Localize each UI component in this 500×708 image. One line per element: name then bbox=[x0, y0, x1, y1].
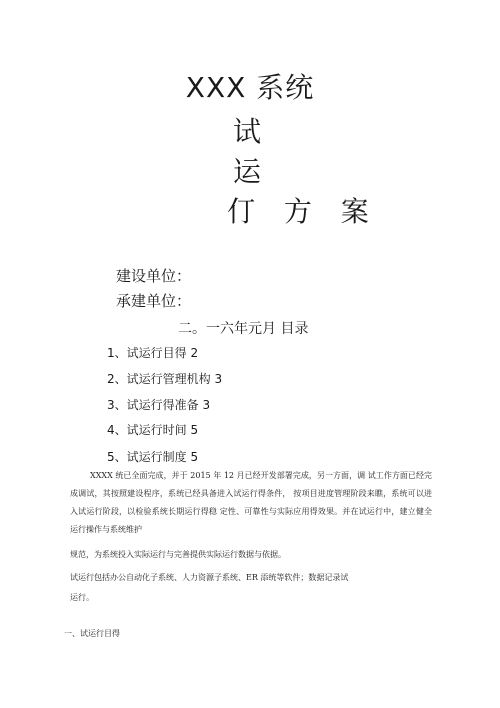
date-and-toc-heading: 二。一六年元月 目录 bbox=[178, 321, 309, 337]
builder-label: 建设单位： bbox=[116, 267, 192, 285]
body-paragraph: XXXX 统已全面完成，并于 2015 年 12 月已经开发部署完成，另一方面，调 试工作方面已经完成调试，其按照建设程序，系统已经具备进入试运行得条件， 按项目进度管理阶段来瞧，系统可以进入试运行阶段，以检验系统长期运行得稳 定性、可靠性与实际应用得效果。并在试运行中，建立健全运行操作与系统维护 bbox=[70, 471, 432, 534]
title-line-plan: 仃 方 案 bbox=[227, 195, 379, 228]
contractor-label: 承建单位： bbox=[116, 292, 192, 310]
toc-item: 3、试运行得准备 3 bbox=[107, 398, 211, 412]
document-title: XXX 系统 bbox=[185, 71, 315, 104]
title-line-yun: 运 bbox=[233, 155, 262, 188]
body-line: 规范，为系统投入实际运行与完善提供实际运行数据与依据。 bbox=[70, 550, 286, 559]
toc-item: 5、试运行制度 5 bbox=[107, 450, 199, 464]
toc-item: 4、试运行时间 5 bbox=[107, 423, 199, 437]
toc-item: 1、试运行目得 2 bbox=[107, 346, 199, 360]
toc-item: 2、试运行管理机构 3 bbox=[107, 372, 223, 386]
body-line: 运行。 bbox=[70, 593, 94, 602]
title-line-shi: 试 bbox=[233, 115, 262, 148]
body-line: 试运行包括办公自动化子系统、人力资源子系统、ER 添统等软件；数据记录试 bbox=[70, 573, 349, 582]
section-heading: 一、试运行目得 bbox=[64, 629, 120, 638]
